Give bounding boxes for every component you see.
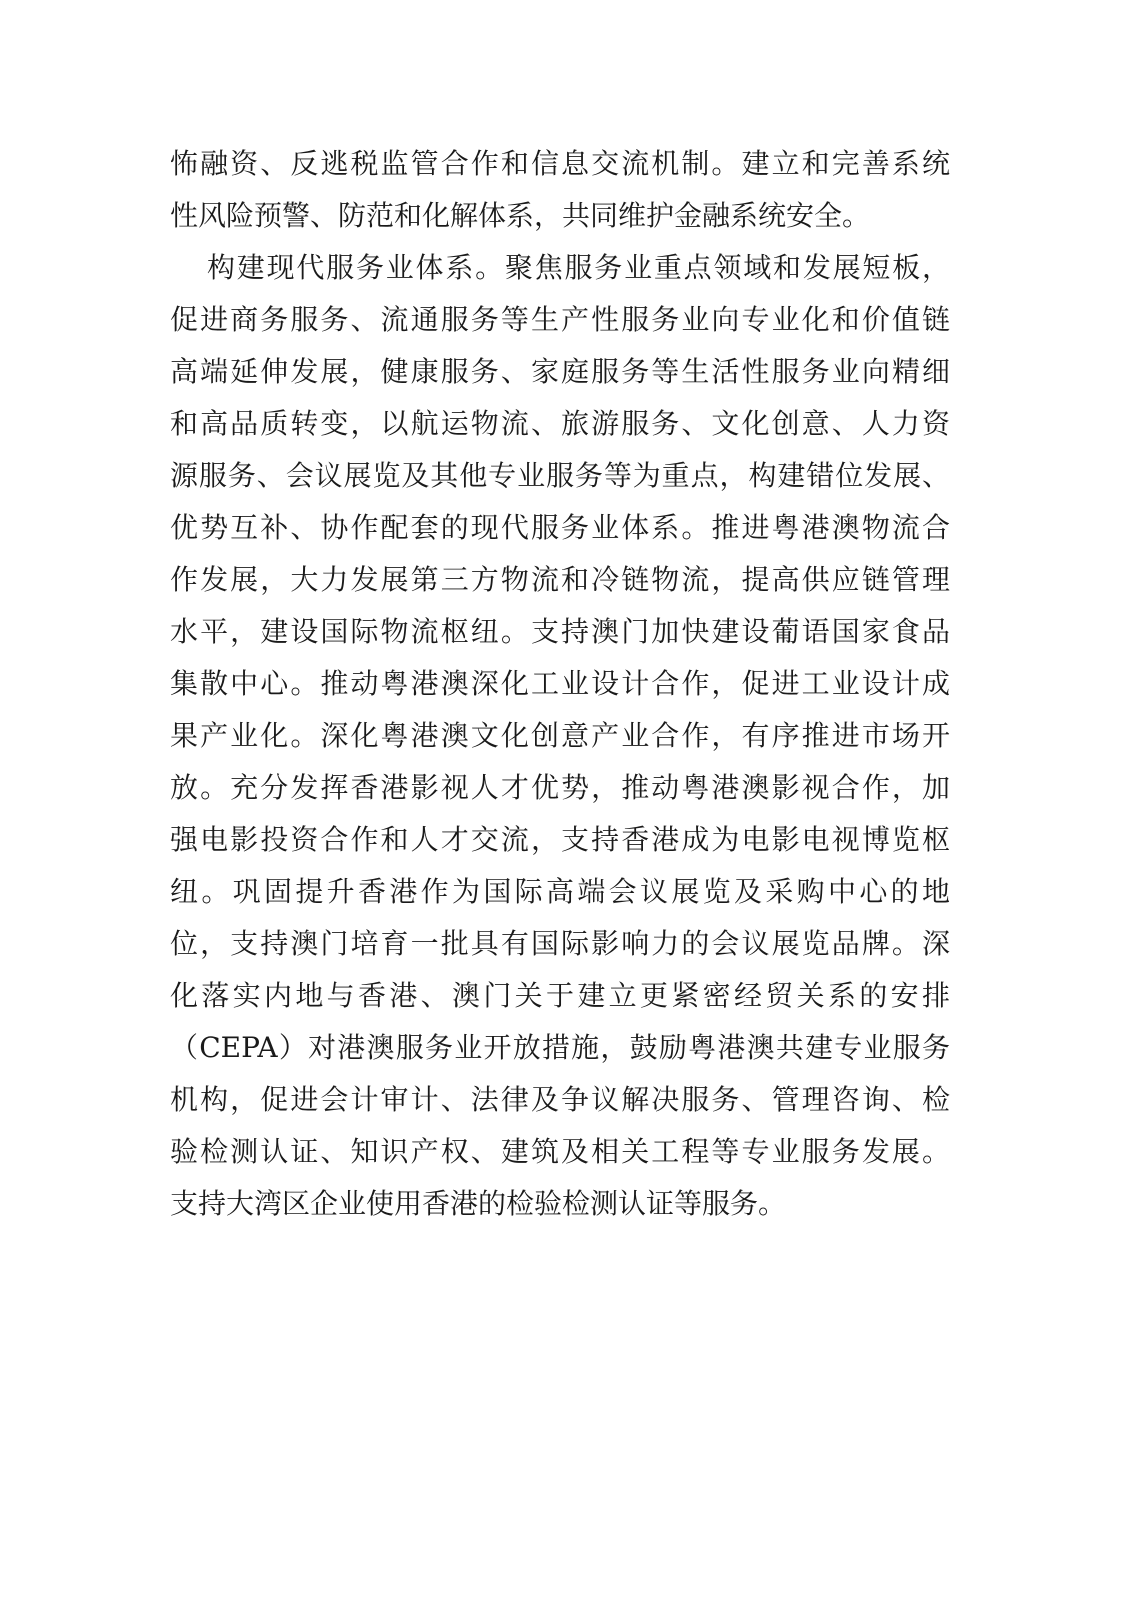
text-line: 化落实内地与香港、澳门关于建立更紧密经贸关系的安排 [170, 979, 950, 1012]
text-line: 放。充分发挥香港影视人才优势，推动粤港澳影视合作，加 [170, 771, 950, 804]
text-line: 优势互补、协作配套的现代服务业体系。推进粤港澳物流合 [170, 511, 950, 544]
text-line: 强电影投资合作和人才交流，支持香港成为电影电视博览枢 [170, 823, 950, 856]
text-line: 纽。巩固提升香港作为国际高端会议展览及采购中心的地 [170, 875, 950, 908]
text-line: （CEPA）对港澳服务业开放措施，鼓励粤港澳共建专业服务 [170, 1031, 950, 1064]
text-line: 怖融资、反逃税监管合作和信息交流机制。建立和完善系统 [170, 147, 950, 180]
text-line: 作发展，大力发展第三方物流和冷链物流，提高供应链管理 [170, 563, 950, 596]
text-line: 水平，建设国际物流枢纽。支持澳门加快建设葡语国家食品 [170, 615, 950, 648]
body-text [170, 138, 950, 1230]
text-line: 和高品质转变，以航运物流、旅游服务、文化创意、人力资 [170, 407, 950, 440]
text-line: 集散中心。推动粤港澳深化工业设计合作，促进工业设计成 [170, 667, 950, 700]
text-line: 高端延伸发展，健康服务、家庭服务等生活性服务业向精细 [170, 355, 950, 388]
text-line: 验检测认证、知识产权、建筑及相关工程等专业服务发展。 [170, 1135, 950, 1168]
paragraph-start-line: 构建现代服务业体系。聚焦服务业重点领域和发展短板， [207, 251, 950, 284]
text-line: 支持大湾区企业使用香港的检验检测认证等服务。 [170, 1187, 787, 1220]
text-line: 性风险预警、防范和化解体系，共同维护金融系统安全。 [170, 199, 871, 232]
text-line: 促进商务服务、流通服务等生产性服务业向专业化和价值链 [170, 303, 950, 336]
text-line: 果产业化。深化粤港澳文化创意产业合作，有序推进市场开 [170, 719, 950, 752]
text-line: 位，支持澳门培育一批具有国际影响力的会议展览品牌。深 [170, 927, 950, 960]
text-line: 源服务、会议展览及其他专业服务等为重点，构建错位发展、 [170, 459, 950, 492]
text-line: 机构，促进会计审计、法律及争议解决服务、管理咨询、检 [170, 1083, 950, 1116]
